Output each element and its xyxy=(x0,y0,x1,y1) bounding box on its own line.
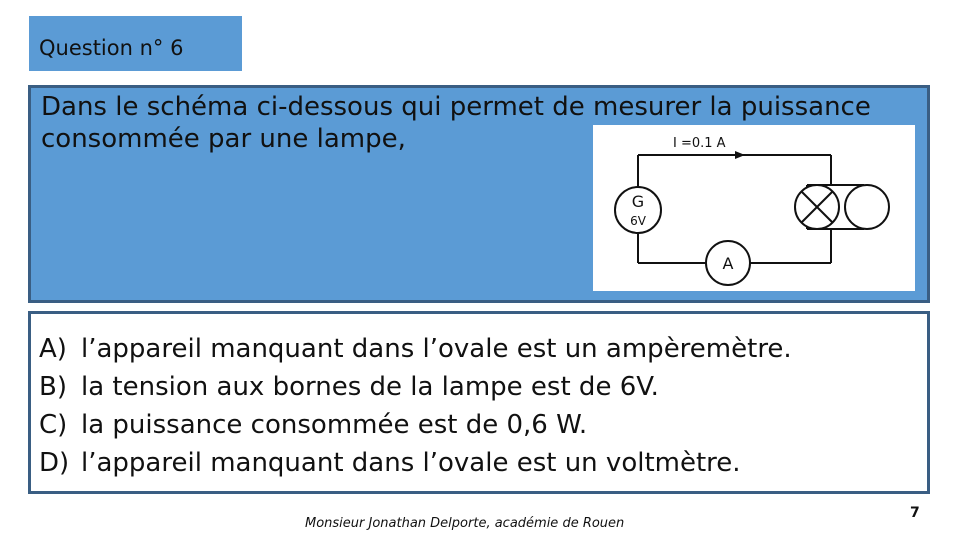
generator-voltage: 6V xyxy=(630,214,646,228)
answer-option-a[interactable] xyxy=(39,334,792,364)
question-panel xyxy=(28,85,930,303)
answer-letter: C) xyxy=(39,410,68,440)
question-text: Dans le schéma ci-dessous qui permet de mesurer la puissance consommée par une lampe, xyxy=(41,92,871,154)
answer-text: l’appareil manquant dans l’ovale est un ampèremètre. xyxy=(81,334,792,364)
question-number-label: Question n° 6 xyxy=(29,16,242,71)
answer-letter: A) xyxy=(39,334,67,364)
current-arrow-icon xyxy=(735,151,745,159)
current-label: I =0.1 A xyxy=(673,136,726,151)
answer-text: la tension aux bornes de la lampe est de 6V. xyxy=(81,372,659,402)
missing-device-oval xyxy=(845,185,889,229)
answers-box xyxy=(28,311,930,494)
answer-option-d[interactable] xyxy=(39,448,741,478)
answer-option-c[interactable] xyxy=(39,410,587,440)
answer-letter: D) xyxy=(39,448,70,478)
ammeter-label: A xyxy=(722,254,734,273)
generator-label: G xyxy=(631,192,645,211)
answer-text: l’appareil manquant dans l’ovale est un voltmètre. xyxy=(81,448,741,478)
answer-text: la puissance consommée est de 0,6 W. xyxy=(81,410,588,440)
page-number: 7 xyxy=(910,505,920,521)
circuit-svg xyxy=(593,125,915,291)
footer-author: Monsieur Jonathan Delporte, académie de Rouen xyxy=(305,516,625,531)
circuit-diagram xyxy=(593,125,915,291)
answer-option-b[interactable] xyxy=(39,372,659,402)
answer-letter: B) xyxy=(39,372,67,402)
